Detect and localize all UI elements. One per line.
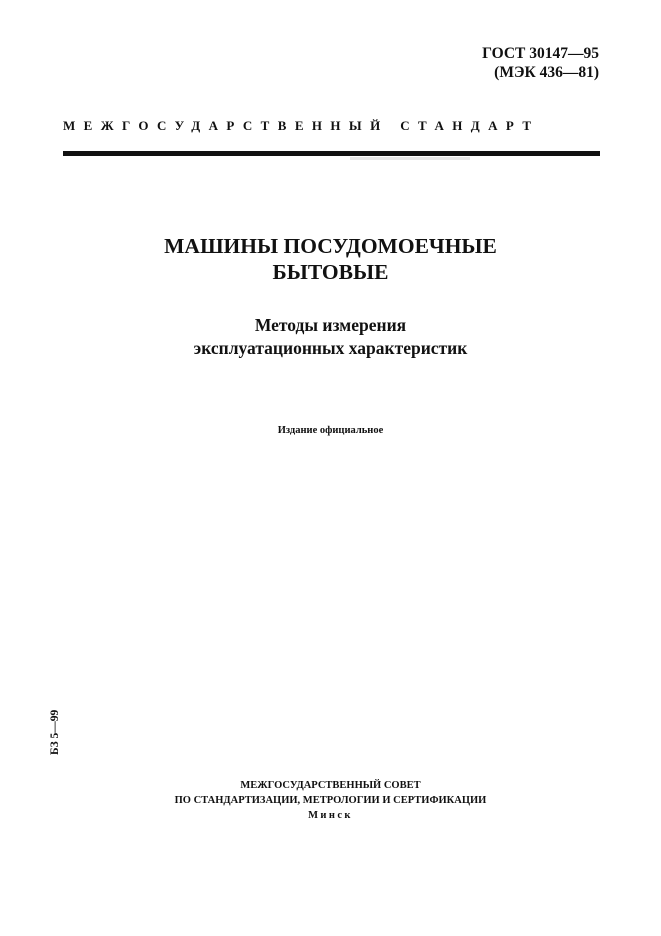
publisher-line-1: МЕЖГОСУДАРСТВЕННЫЙ СОВЕТ <box>240 780 421 791</box>
document-title <box>0 233 661 285</box>
publisher-city: Минск <box>308 810 353 821</box>
document-subtitle <box>0 314 661 360</box>
publisher-line-2: ПО СТАНДАРТИЗАЦИИ, МЕТРОЛОГИИ И СЕРТИФИКАЦИИ <box>174 795 487 806</box>
rule-shadow <box>350 157 470 160</box>
standard-code: ГОСТ 30147—95 <box>482 45 599 62</box>
subtitle-line-2: эксплуатационных характеристик <box>193 338 468 358</box>
title-line-1: МАШИНЫ ПОСУДОМОЕЧНЫЕ <box>164 234 497 258</box>
header-rule <box>63 151 600 156</box>
iec-code: (МЭК 436—81) <box>494 64 599 81</box>
standard-code-block <box>482 44 599 82</box>
edition-note: Издание официальное <box>277 425 384 436</box>
standard-type: МЕЖГОСУДАРСТВЕННЫЙ СТАНДАРТ <box>63 118 540 133</box>
title-line-2: БЫТОВЫЕ <box>272 260 389 284</box>
side-code: БЗ 5—99 <box>49 709 61 755</box>
publisher-block <box>0 778 661 823</box>
subtitle-line-1: Методы измерения <box>254 315 407 335</box>
